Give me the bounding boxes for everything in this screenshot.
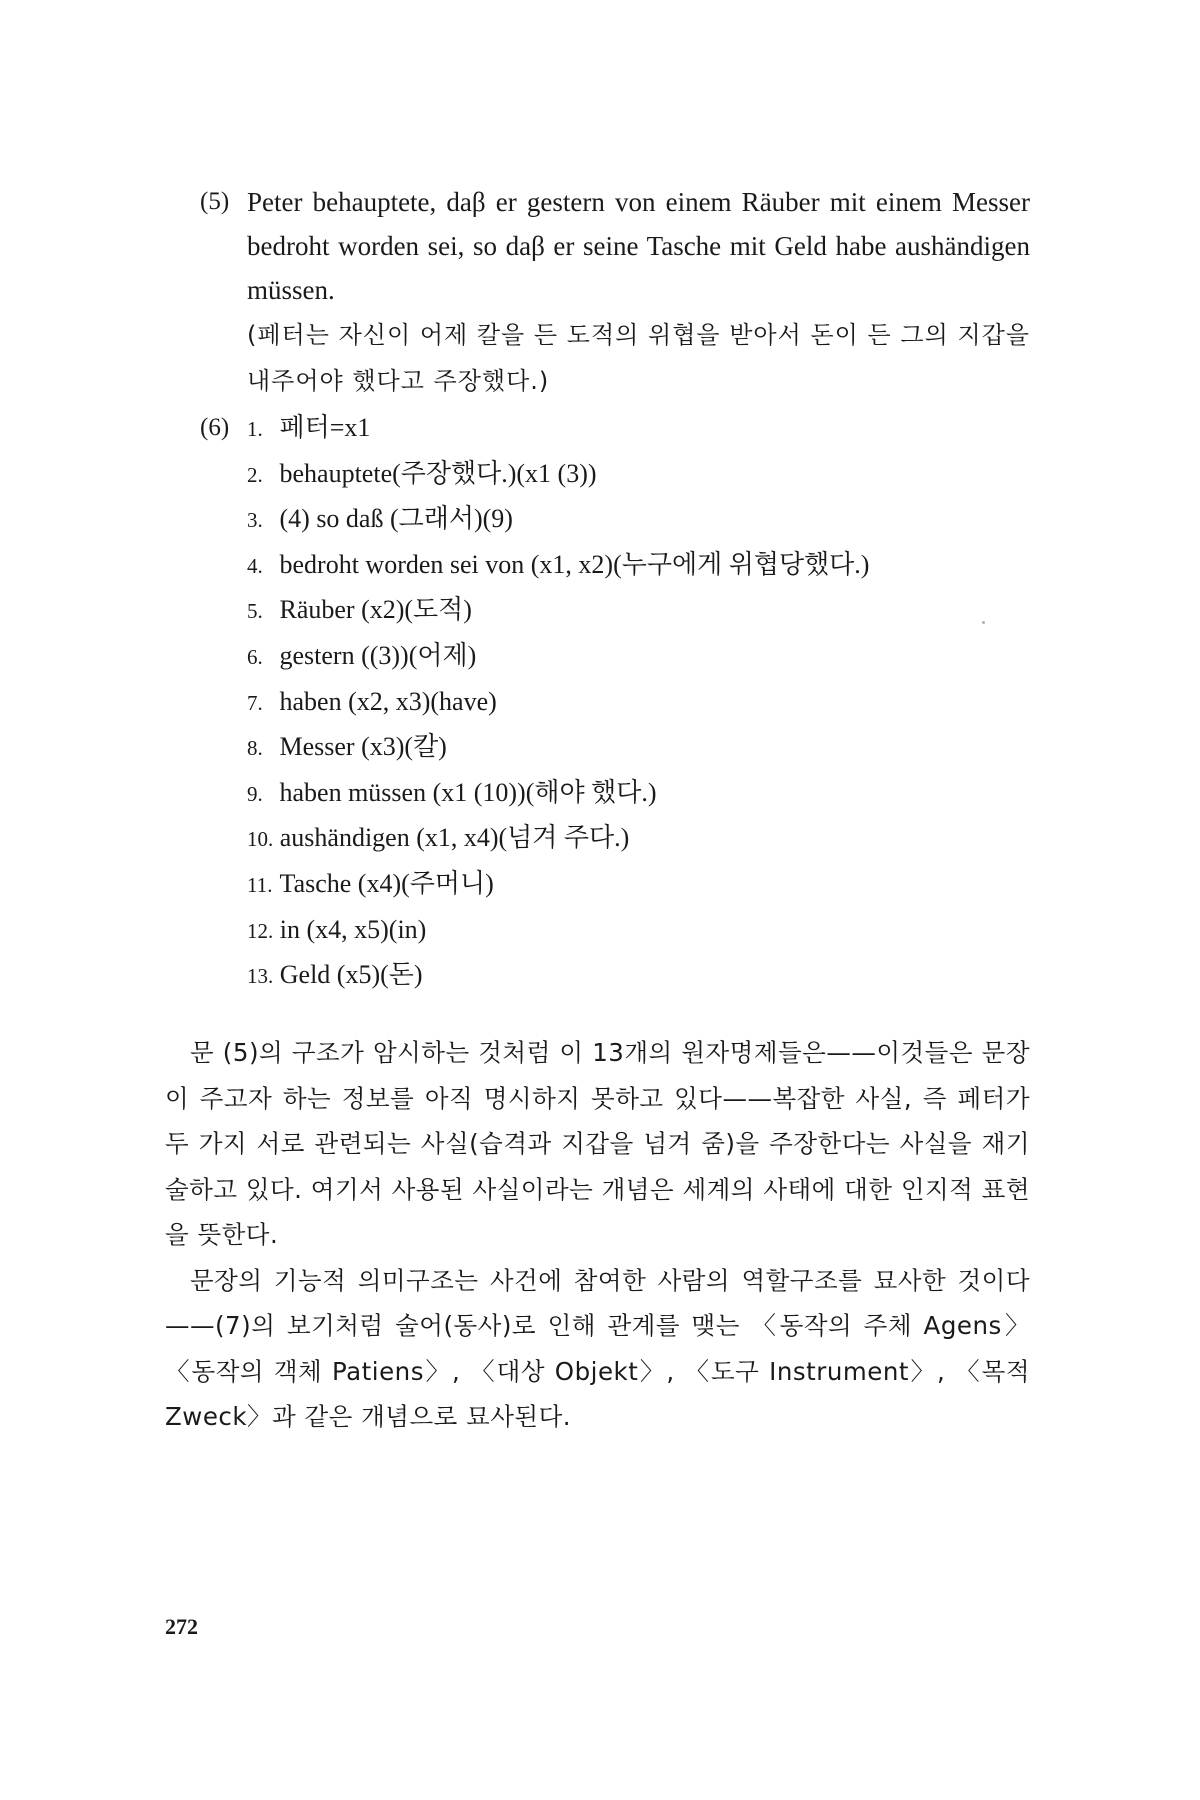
page-number: 272	[165, 1614, 198, 1639]
list-item-text: Tasche (x4)(주머니)	[279, 868, 494, 898]
list-item-text: Räuber (x2)(도적)	[279, 595, 472, 625]
list-item	[247, 816, 1030, 862]
list-item	[247, 771, 1030, 817]
paragraph: 문장의 기능적 의미구조는 사건에 참여한 사람의 역할구조를 묘사한 것이다——(7)의 보기처럼 술어(동사)로 인해 관계를 맺는 〈동작의 주체 Agens〉 〈동작의 객체 Patiens〉, 〈대상 Objekt〉, 〈도구 Instrument〉, 〈목적 Zweck〉과 같은 개념으로 묘사된다.	[165, 1265, 1030, 1431]
list-item-number: 3.	[247, 508, 263, 533]
list-item	[247, 543, 1030, 589]
example-6-number: (6)	[200, 414, 230, 441]
list-item	[247, 406, 1030, 452]
list-item	[247, 862, 1030, 908]
list-item	[247, 680, 1030, 726]
list-item-number: 7.	[247, 690, 263, 715]
scan-speck	[982, 621, 985, 624]
list-item-number: 2.	[247, 462, 263, 487]
body-text	[165, 1030, 1030, 1440]
list-item-text: aushändigen (x1, x4)(넘겨 주다.)	[279, 823, 630, 853]
list-item-number: 10.	[247, 827, 274, 852]
list-item-number: 13.	[247, 964, 274, 989]
list-item-number: 4.	[247, 553, 263, 578]
example-5-number: (5)	[200, 188, 230, 215]
example-6	[200, 406, 1030, 999]
paragraph: 문 (5)의 구조가 암시하는 것처럼 이 13개의 원자명제들은——이것들은 문장이 주고자 하는 정보를 아직 명시하지 못하고 있다——복잡한 사실, 즉 페터가 두 가지 서로 관련되는 사실(습격과 지갑을 넘겨 줌)을 주장한다는 사실을 재기술하고 있다. 여기서 사용된 사실이라는 개념은 세계의 사태에 대한 인지적 표현을 뜻한다.	[165, 1038, 1030, 1249]
list-item-number: 12.	[247, 918, 274, 943]
list-item-number: 11.	[247, 872, 273, 897]
atomic-proposition-list	[247, 406, 1030, 999]
list-item	[247, 634, 1030, 680]
example-5-korean-translation: (페터는 자신이 어제 칼을 든 도적의 위협을 받아서 돈이 든 그의 지갑을 내주어야 했다고 주장했다.)	[247, 321, 1030, 395]
example-5	[200, 180, 1030, 404]
list-item-text: 페터=x1	[279, 413, 371, 442]
list-item-text: haben (x2, x3)(have)	[279, 686, 497, 716]
example-block	[200, 180, 1030, 999]
list-item	[247, 908, 1030, 954]
list-item-number: 1.	[247, 417, 263, 441]
list-item-number: 5.	[247, 599, 263, 624]
list-item-text: Geld (x5)(돈)	[279, 960, 423, 990]
list-item-text: Messer (x3)(칼)	[279, 732, 447, 762]
list-item-number: 9.	[247, 781, 263, 806]
list-item	[247, 497, 1030, 543]
list-item-number: 6.	[247, 644, 263, 669]
list-item-text: (4) so daß (그래서)(9)	[279, 504, 513, 534]
list-item-text: behauptete(주장했다.)(x1 (3))	[279, 458, 597, 488]
list-item-text: in (x4, x5)(in)	[279, 914, 427, 944]
list-item-number: 8.	[247, 736, 263, 761]
list-item-text: haben müssen (x1 (10))(해야 했다.)	[279, 777, 657, 807]
list-item	[247, 452, 1030, 498]
list-item-text: bedroht worden sei von (x1, x2)(누구에게 위협당했다.)	[279, 549, 870, 579]
list-item	[247, 588, 1030, 634]
list-item-text: gestern ((3))(어제)	[279, 640, 477, 670]
list-item	[247, 953, 1030, 999]
list-item	[247, 725, 1030, 771]
example-5-german-sentence: Peter behauptete, daβ er gestern von einem Räuber mit einem Messer bedroht worden sei, so daβ er seine Tasche mit Geld habe aushändigen müssen.	[247, 187, 1030, 305]
